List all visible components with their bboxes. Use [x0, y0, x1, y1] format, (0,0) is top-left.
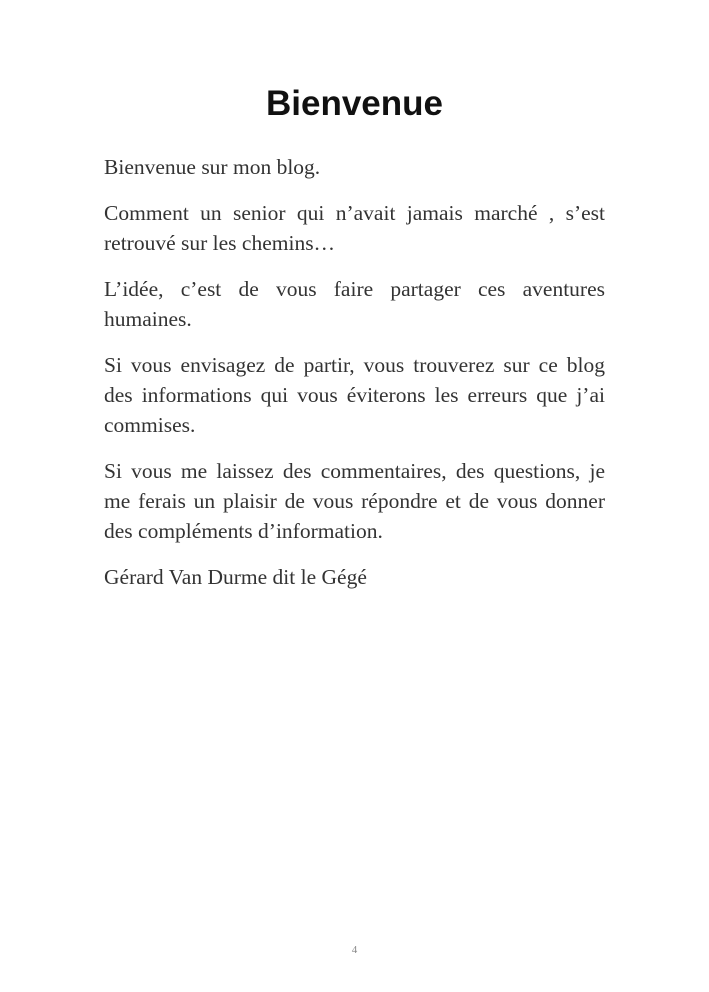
paragraph-comments: Si vous me laissez des commentaires, des questions, je me ferais un plaisir de vous répondre et de vous donner des compléments d’information.	[104, 459, 605, 543]
body-text	[104, 152, 605, 608]
paragraph-welcome: Bienvenue sur mon blog.	[104, 155, 321, 179]
page-title: Bienvenue	[266, 84, 443, 123]
paragraph-intro: Comment un senior qui n’avait jamais marché , s’est retrouvé sur les chemins…	[104, 201, 605, 255]
page-number: 4	[351, 944, 358, 956]
paragraph-idea: L’idée, c’est de vous faire partager ces aventures humaines.	[104, 277, 605, 331]
signature: Gérard Van Durme dit le Gégé	[104, 565, 367, 589]
paragraph-advice: Si vous envisagez de partir, vous trouverez sur ce blog des informations qui vous éviterons les erreurs que j’ai commises.	[104, 353, 605, 437]
